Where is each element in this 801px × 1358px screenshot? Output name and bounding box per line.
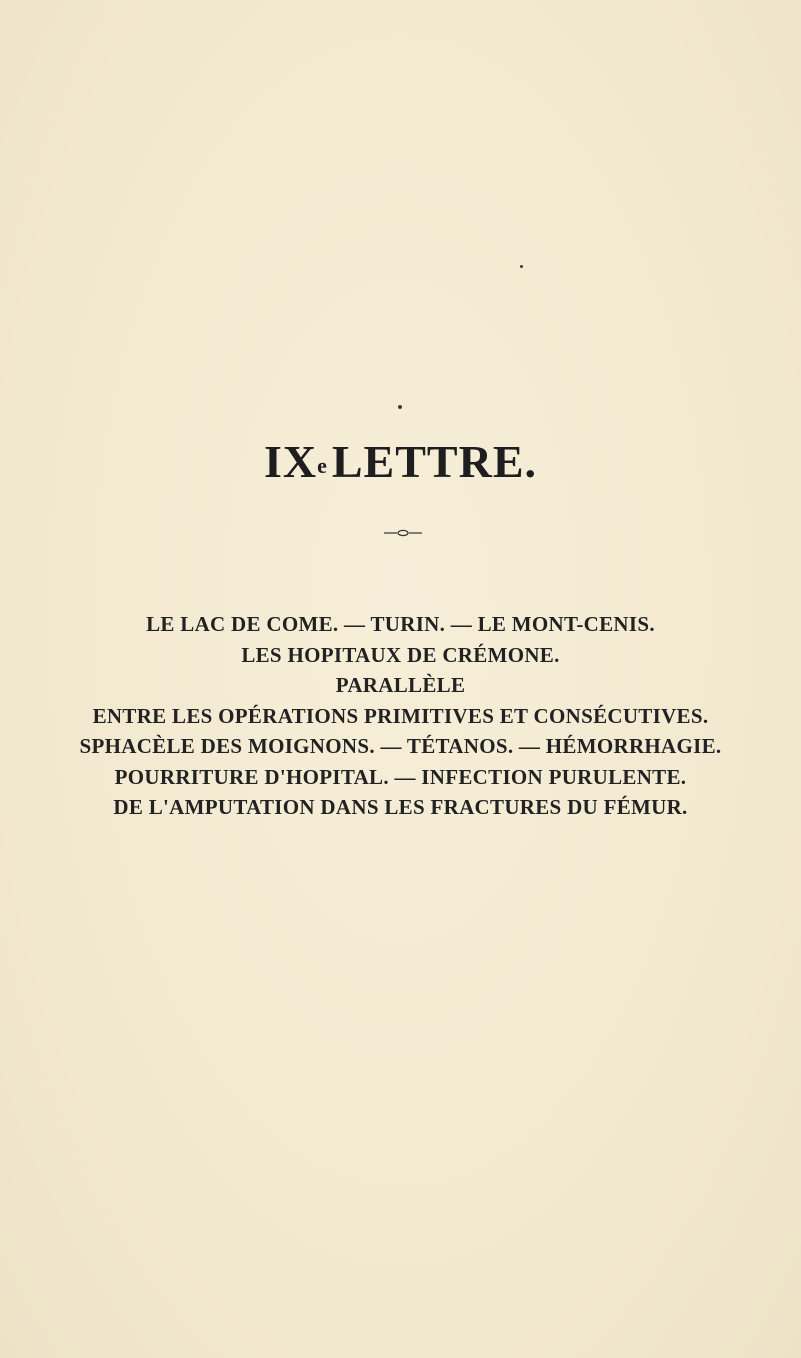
chapter-word: LETTRE. xyxy=(331,436,538,487)
ornament-divider xyxy=(383,528,423,538)
summary-line: POURRITURE D'HOPITAL. — INFECTION PURULENTE. xyxy=(114,764,687,789)
chapter-summary xyxy=(0,609,801,823)
summary-line: SPHACÈLE DES MOIGNONS. — TÉTANOS. — HÉMORRHAGIE. xyxy=(79,734,722,758)
summary-line: LE LAC DE COME. — TURIN. — LE MONT-CENIS. xyxy=(146,612,655,636)
summary-line: LES HOPITAUX DE CRÉMONE. xyxy=(241,642,560,667)
chapter-number: IX xyxy=(263,436,318,487)
chapter-title xyxy=(0,434,801,490)
summary-line: DE L'AMPUTATION DANS LES FRACTURES DU FÉMUR. xyxy=(113,795,688,819)
chapter-number-superscript: e xyxy=(317,453,328,478)
summary-line: ENTRE LES OPÉRATIONS PRIMITIVES ET CONSÉCUTIVES. xyxy=(92,703,709,728)
ink-speck xyxy=(398,405,402,409)
summary-line: PARALLÈLE xyxy=(335,673,466,697)
ink-speck xyxy=(520,265,523,268)
